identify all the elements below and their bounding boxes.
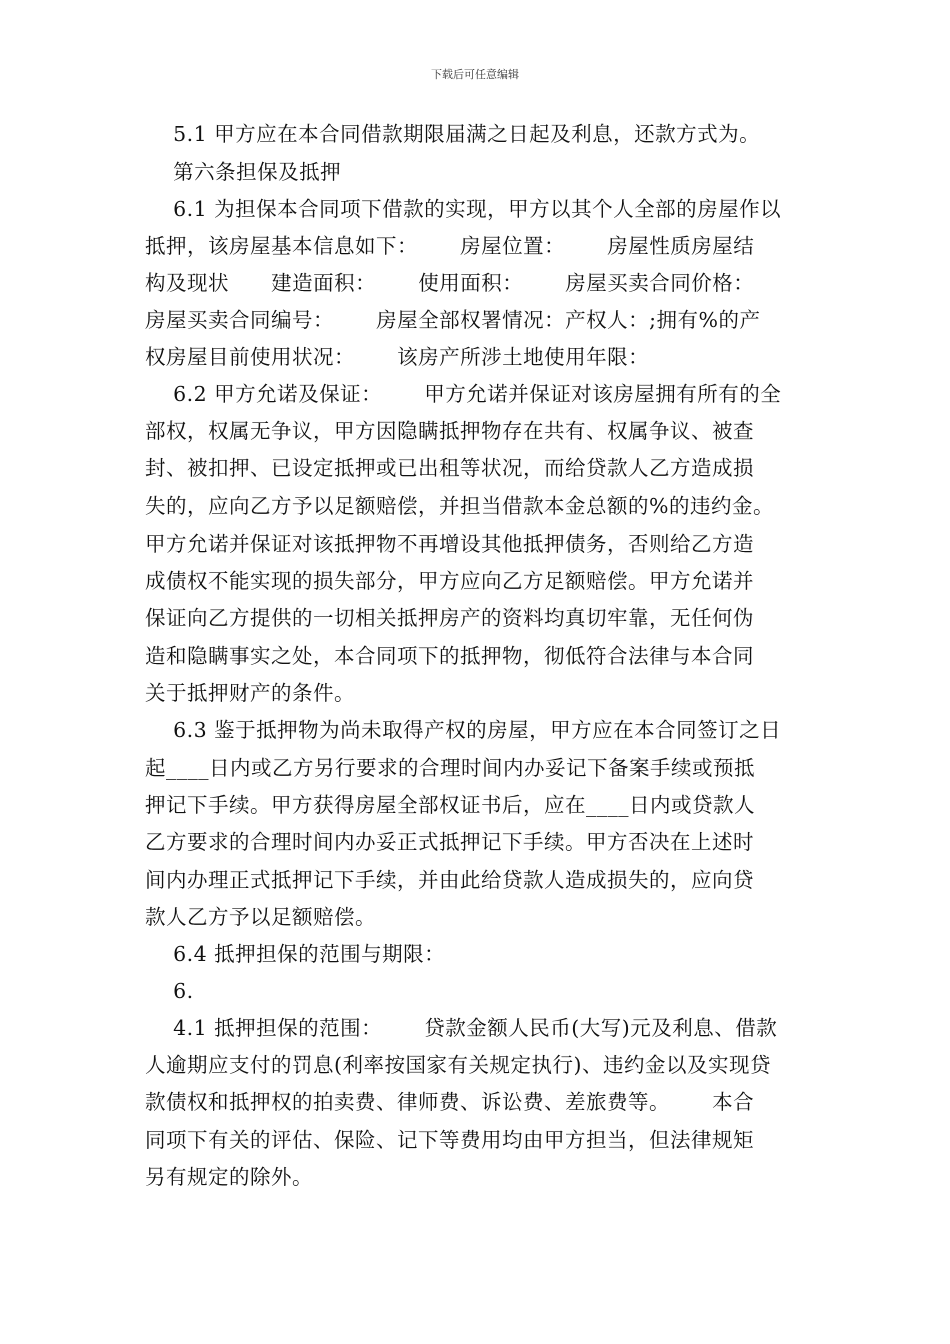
page-header: 下载后可任意编辑 [431,68,519,81]
text-line: 人逾期应支付的罚息(利率按国家有关规定执行)、违约金以及实现贷 [145,1053,771,1077]
text-line: 4.1 抵押担保的范围： 贷款金额人民币(大写)元及利息、借款 [145,1016,778,1040]
text-line: 造和隐瞒事实之处，本合同项下的抵押物，彻低符合法律与本合同 [145,644,754,668]
text-line: 6. [145,979,194,1003]
text-line: 起____日内或乙方另行要求的合理时间内办妥记下备案手续或预抵 [145,756,755,780]
text-line: 6.4 抵押担保的范围与期限： [145,942,446,966]
text-line: 乙方要求的合理时间内办妥正式抵押记下手续。甲方否决在上述时 [145,830,754,854]
text-line: 同项下有关的评估、保险、记下等费用均由甲方担当，但法律规矩 [145,1128,754,1152]
text-line: 构及现状 建造面积： 使用面积： 房屋买卖合同价格： [145,271,755,295]
text-line: 款人乙方予以足额赔偿。 [145,905,376,929]
text-line: 第六条担保及抵押 [145,160,342,184]
text-line: 房屋买卖合同编号： 房屋全部权署情况：产权人：;拥有%的产 [145,308,761,332]
text-line: 6.3 鉴于抵押物为尚未取得产权的房屋，甲方应在本合同签订之日 [145,718,782,742]
text-line: 另有规定的除外。 [145,1165,313,1189]
text-line: 甲方允诺并保证对该抵押物不再增设其他抵押债务，否则给乙方造 [145,532,754,556]
text-line: 押记下手续。甲方获得房屋全部权证书后，应在____日内或贷款人 [145,793,755,817]
text-line: 6.2 甲方允诺及保证： 甲方允诺并保证对该房屋拥有所有的全 [145,382,782,406]
text-line: 封、被扣押、已设定抵押或已出租等状况，而给贷款人乙方造成损 [145,456,754,480]
text-line: 成债权不能实现的损失部分，甲方应向乙方足额赔偿。甲方允诺并 [145,569,754,593]
text-line: 6.1 为担保本合同项下借款的实现，甲方以其个人全部的房屋作以 [145,197,782,221]
text-line: 保证向乙方提供的一切相关抵押房产的资料均真切牢靠，无任何伪 [145,606,754,630]
text-line: 部权，权属无争议，甲方因隐瞒抵押物存在共有、权属争议、被查 [145,419,754,443]
text-line: 间内办理正式抵押记下手续，并由此给贷款人造成损失的，应向贷 [145,868,754,892]
text-line: 5.1 甲方应在本合同借款期限届满之日起及利息，还款方式为。 [145,122,761,146]
text-line: 抵押，该房屋基本信息如下： 房屋位置： 房屋性质房屋结 [145,234,755,258]
text-line: 款债权和抵押权的拍卖费、律师费、诉讼费、差旅费等。 本合 [145,1090,755,1114]
text-line: 失的，应向乙方予以足额赔偿，并担当借款本金总额的%的违约金。 [145,494,774,518]
text-line: 权房屋目前使用状况： 该房产所涉土地使用年限： [145,345,650,369]
text-line: 关于抵押财产的条件。 [145,681,355,705]
